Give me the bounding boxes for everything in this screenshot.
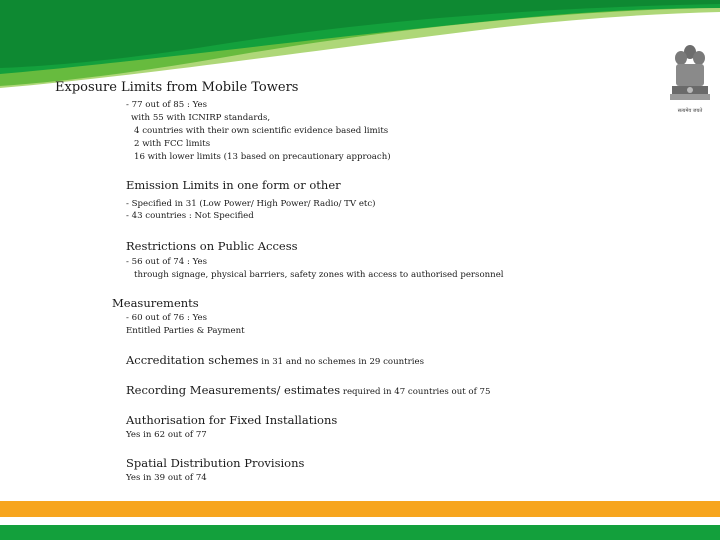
measurements-line-2: Entitled Parties & Payment: [126, 326, 245, 336]
section-title-recording: Recording Measurements/ estimates: [126, 383, 341, 397]
exposure-line-2: with 55 with ICNIRP standards,: [131, 113, 271, 123]
footer-tricolour: [0, 501, 720, 540]
section-title-exposure: Exposure Limits from Mobile Towers: [55, 80, 299, 95]
section-title-emission: Emission Limits in one form or other: [126, 178, 341, 192]
exposure-line-5: 16 with lower limits (13 based on precautionary approach): [134, 152, 391, 162]
measurements-line-1: - 60 out of 76 : Yes: [126, 313, 207, 323]
section-title-authorisation: Authorisation for Fixed Installations: [126, 413, 338, 427]
section-title-restrictions: Restrictions on Public Access: [126, 239, 298, 253]
restrictions-line-2: through signage, physical barriers, safety zones with access to authorised personnel: [134, 270, 504, 280]
authorisation-line-1: Yes in 62 out of 77: [126, 430, 207, 440]
accreditation-detail: in 31 and no schemes in 29 countries: [258, 357, 424, 367]
exposure-line-1: - 77 out of 85 : Yes: [126, 100, 207, 110]
exposure-line-4: 2 with FCC limits: [134, 139, 211, 149]
recording-line: [126, 383, 490, 397]
header-swoosh: [0, 0, 720, 90]
recording-detail: required in 47 countries out of 75: [340, 387, 491, 397]
footer-green-band: [0, 525, 720, 540]
accreditation-line: [126, 353, 424, 367]
section-title-accreditation: Accreditation schemes: [126, 353, 259, 367]
section-title-spatial: Spatial Distribution Provisions: [126, 456, 305, 470]
emission-line-2: - 43 countries : Not Specified: [126, 211, 254, 221]
emblem-caption: सत्यमेव जयते: [677, 108, 703, 114]
footer-saffron-band: [0, 501, 720, 517]
section-title-measurements: Measurements: [112, 296, 199, 310]
footer-white-band: [0, 517, 720, 525]
exposure-line-3: 4 countries with their own scientific evidence based limits: [134, 126, 389, 136]
national-emblem-icon: [664, 38, 716, 118]
spatial-line-1: Yes in 39 out of 74: [126, 473, 207, 483]
emission-line-1: - Specified in 31 (Low Power/ High Power/ Radio/ TV etc): [126, 199, 376, 209]
restrictions-line-1: - 56 out of 74 : Yes: [126, 257, 207, 267]
